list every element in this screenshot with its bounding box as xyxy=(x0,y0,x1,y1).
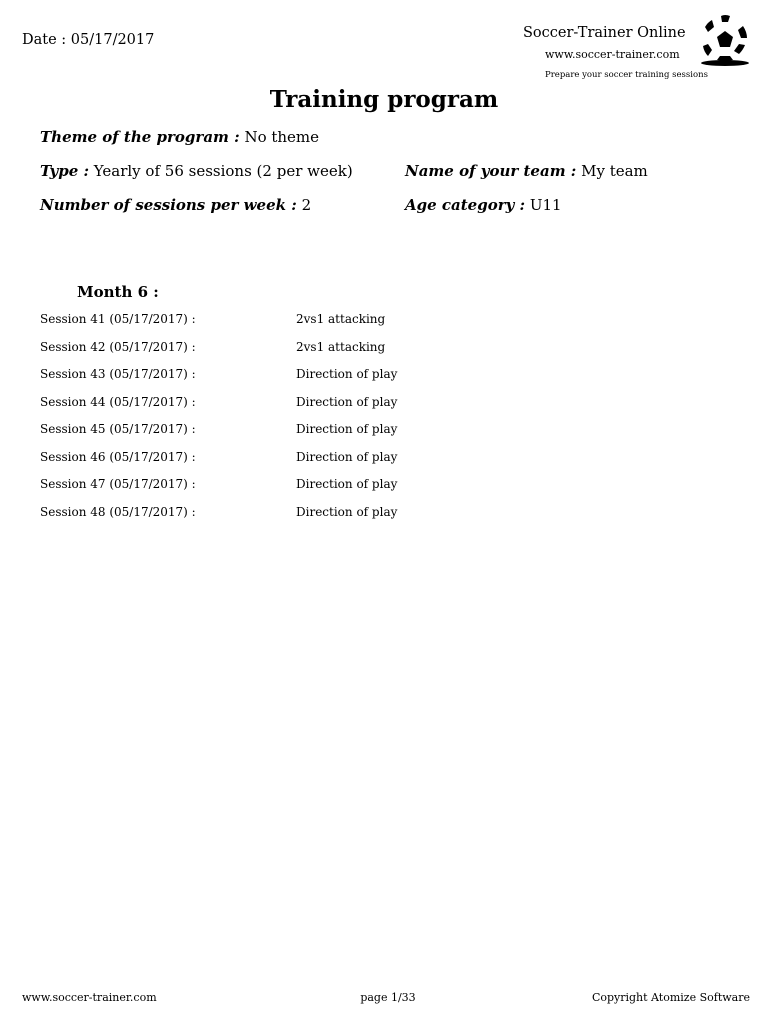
theme-value: No theme xyxy=(239,128,320,146)
session-name: Session 41 (05/17/2017) : xyxy=(40,312,196,326)
footer-copyright: Copyright Atomize Software xyxy=(591,991,750,1004)
document-date: Date : 05/17/2017 xyxy=(22,32,155,48)
month-heading: Month 6 : xyxy=(77,283,159,301)
session-topic: Direction of play xyxy=(296,504,398,519)
session-topic: 2vs1 attacking xyxy=(296,312,386,326)
session-row xyxy=(40,338,540,366)
team-field xyxy=(405,162,648,180)
session-topic: Direction of play xyxy=(296,367,398,381)
session-name: Session 44 (05/17/2017) : xyxy=(40,394,196,409)
type-field xyxy=(40,162,353,180)
age-category-value: U11 xyxy=(525,196,562,214)
session-row xyxy=(40,448,540,476)
footer-page-number: page 1/33 xyxy=(360,991,416,1004)
session-row xyxy=(40,393,540,421)
team-value: My team xyxy=(576,162,648,180)
session-row xyxy=(40,420,540,448)
session-topic: Direction of play xyxy=(296,477,398,491)
session-topic: Direction of play xyxy=(296,422,398,436)
session-name: Session 46 (05/17/2017) : xyxy=(40,449,196,464)
session-row xyxy=(40,503,540,531)
session-topic: Direction of play xyxy=(296,449,398,464)
session-name: Session 43 (05/17/2017) : xyxy=(40,367,196,381)
brand-url: www.soccer-trainer.com xyxy=(545,48,680,61)
footer-website: www.soccer-trainer.com xyxy=(22,991,157,1004)
team-label: Name of your team : xyxy=(405,162,577,180)
session-row xyxy=(40,310,540,338)
sessions-per-week-field xyxy=(40,196,311,214)
session-name: Session 48 (05/17/2017) : xyxy=(40,504,196,519)
session-row xyxy=(40,475,540,503)
session-topic: 2vs1 attacking xyxy=(296,339,386,354)
brand-title: Soccer-Trainer Online xyxy=(523,25,686,41)
soccer-ball-icon xyxy=(695,10,753,68)
type-label: Type : xyxy=(40,162,90,180)
session-topic: Direction of play xyxy=(296,394,398,409)
age-category-field xyxy=(405,196,562,214)
session-list xyxy=(40,310,540,530)
session-name: Session 45 (05/17/2017) : xyxy=(40,422,196,436)
type-value: Yearly of 56 sessions (2 per week) xyxy=(89,162,353,180)
brand-tagline: Prepare your soccer training sessions xyxy=(545,70,708,80)
theme-field xyxy=(40,128,319,146)
session-name: Session 42 (05/17/2017) : xyxy=(40,339,196,354)
page-title: Training program xyxy=(269,86,499,113)
sessions-per-week-label: Number of sessions per week : xyxy=(40,196,297,214)
theme-label: Theme of the program : xyxy=(40,128,240,146)
sessions-per-week-value: 2 xyxy=(296,196,312,214)
session-row xyxy=(40,365,540,393)
session-name: Session 47 (05/17/2017) : xyxy=(40,477,196,491)
age-category-label: Age category : xyxy=(405,196,526,214)
